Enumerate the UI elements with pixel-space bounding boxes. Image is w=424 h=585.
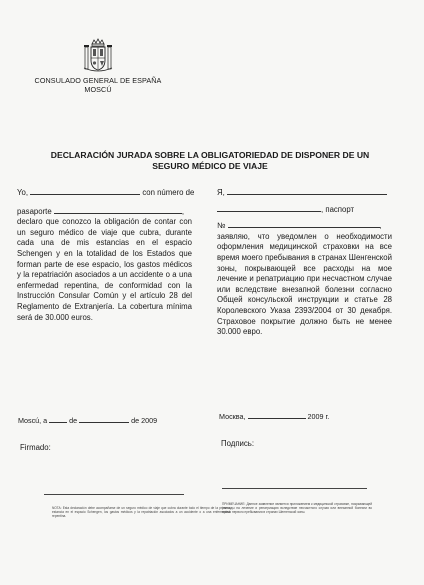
spanish-place-date (18, 414, 157, 425)
passport-line: pasaporte , (17, 206, 185, 216)
ru-footer-rule (222, 488, 367, 489)
ru-place-prefix: Москва, (219, 412, 246, 421)
spanish-body-text: declaro que conozco la obligación de contar con un seguro médico de viaje que cubra, durante cada una de mis estancias en el espacio Schengen y en la totalidad de los Estados que forman parte de ese espacio, los gastos médicos y la repatriación asociados a un accidente o a una enfermedad repentina, de conformidad con la Instrucción Consular Común y el artículo 28 del Reglamento de Extranjería. La cobertura mínima será de 30.000 euros. (17, 217, 192, 322)
yo-label: Yo, (17, 188, 28, 197)
coat-of-arms-icon (83, 38, 113, 74)
russian-body-text: заявляю, что уведомлен о необходимости оформления медицинской страховки на все время моего пребывания в странах Шенгенской зоны, покрывающей все расходы на мое лечение и репатриацию при несчастном случае или вследствие внезапной болезни согласно Общей консульской инструкции и статье 28 Королевского Указа 2393/2004 от 30 декабря. Страховое покрытие должно быть не менее 30.000 евро. (217, 231, 392, 337)
ru-year-label: 2009 г. (307, 412, 330, 421)
consulate-header (18, 38, 178, 94)
name-line (17, 186, 195, 199)
ru-passport-label: паспорт (325, 204, 355, 214)
ru-name-cont-field[interactable] (217, 203, 321, 212)
es-signed-label: Firmado: (20, 443, 51, 452)
passport-field[interactable] (54, 205, 182, 214)
spanish-declaration (17, 186, 195, 323)
es-de-label: de (69, 416, 78, 425)
es-footnote: NOTA: Esta declaración debe acompañarse de un seguro médico de viaje que cubra durante todo el tiempo de la primera estancia en el espacio Schengen, los gastos médicos y la repatriación asociados a un accidente o a una enfermedad repentina. (52, 506, 230, 518)
es-year-label: de 2009 (131, 416, 158, 425)
document-title (40, 150, 380, 171)
pasaporte-label: pasaporte (17, 206, 52, 216)
consulate-name: CONSULADO GENERAL DE ESPAÑA (34, 76, 162, 85)
ru-number-label: № (217, 221, 226, 231)
russian-declaration (217, 186, 392, 338)
consulate-city: MOSCÚ (84, 85, 112, 94)
ru-passport-line: , паспорт (217, 203, 392, 216)
ya-label: Я, (217, 188, 225, 197)
ru-name-line (217, 186, 392, 199)
es-place-prefix: Moscú, a (18, 416, 48, 425)
ru-footnote: ПРИМЕЧАНИЕ: Данное заявление является приложением к медицинской страховке, покрывающей расходы на лечение и репатриацию вследствие несчастного случая или внезапной болезни во время первого пребывания в странах Шенгенской зоны. (222, 502, 372, 514)
ru-number-line: № , (217, 221, 382, 231)
es-day-field[interactable] (49, 414, 67, 423)
es-month-field[interactable] (79, 414, 129, 423)
russian-place-date (219, 410, 329, 421)
ru-date-field[interactable] (248, 410, 306, 419)
ru-passport-field[interactable] (228, 219, 380, 228)
ru-signed-label: Подпись: (221, 439, 255, 448)
title-line-2: SEGURO MÉDICO DE VIAJE (152, 160, 268, 171)
con-numero-label: con número de (142, 188, 195, 197)
es-footer-rule (44, 494, 184, 495)
name-field[interactable] (30, 186, 140, 195)
title-line-1: DECLARACIÓN JURADA SOBRE LA OBLIGATORIEDAD DE DISPONER DE UN (50, 150, 370, 160)
ru-name-field[interactable] (227, 186, 387, 195)
